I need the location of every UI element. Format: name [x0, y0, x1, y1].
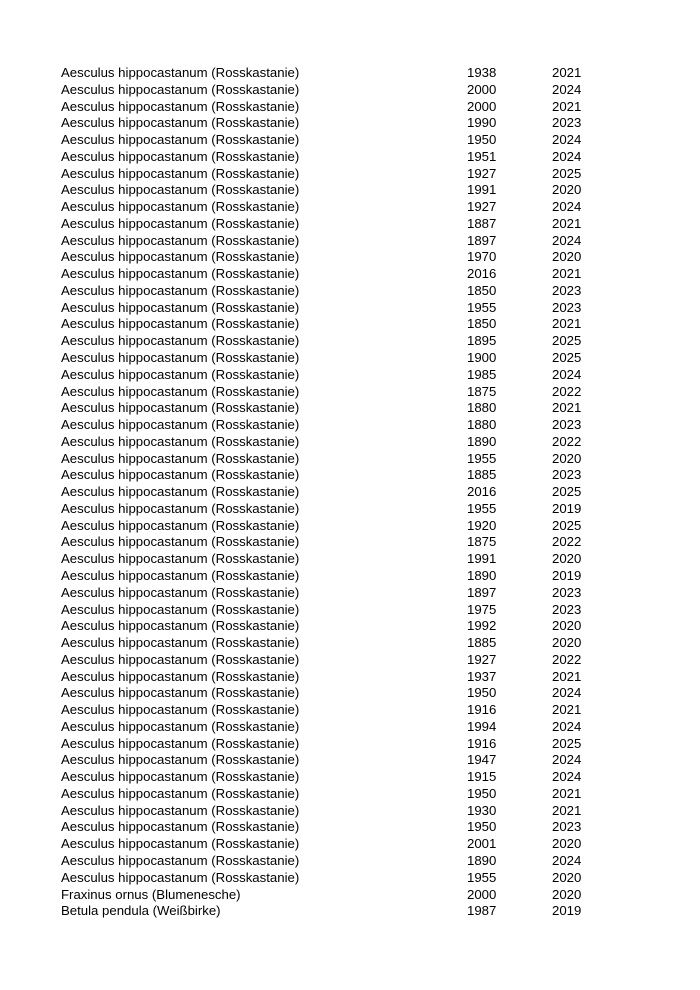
- species-cell: Aesculus hippocastanum (Rosskastanie): [61, 702, 300, 718]
- planted-year-cell: 2001: [467, 836, 497, 852]
- table-row: [61, 350, 621, 367]
- table-row: [61, 736, 621, 753]
- inspection-year-cell: 2021: [552, 65, 582, 80]
- species-cell: Aesculus hippocastanum (Rosskastanie): [61, 81, 300, 97]
- planted-year-cell: 1885: [467, 467, 497, 483]
- planted-year-cell: 1950: [467, 132, 497, 148]
- planted-year-cell: 2000: [467, 98, 497, 114]
- table-row: [61, 870, 621, 887]
- inspection-year-cell: 2021: [552, 400, 582, 416]
- inspection-year-cell: 2024: [552, 718, 582, 734]
- inspection-year-cell: 2021: [552, 702, 582, 718]
- species-cell: Aesculus hippocastanum (Rosskastanie): [61, 668, 300, 684]
- planted-year-cell: 1985: [467, 366, 497, 382]
- species-cell: Aesculus hippocastanum (Rosskastanie): [61, 735, 300, 751]
- table-row: [61, 417, 621, 434]
- planted-year-cell: 1947: [467, 752, 497, 768]
- table-row: [61, 803, 621, 820]
- species-cell: Aesculus hippocastanum (Rosskastanie): [61, 752, 300, 768]
- planted-year-cell: 1927: [467, 651, 497, 667]
- table-row: [61, 501, 621, 518]
- inspection-year-cell: 2020: [552, 618, 582, 634]
- inspection-year-cell: 2023: [552, 819, 582, 835]
- table-row: [61, 283, 621, 300]
- table-row: [61, 585, 621, 602]
- species-cell: Aesculus hippocastanum (Rosskastanie): [61, 467, 300, 483]
- table-row: [61, 384, 621, 401]
- species-cell: Aesculus hippocastanum (Rosskastanie): [61, 232, 300, 248]
- table-row: [61, 652, 621, 669]
- species-cell: Aesculus hippocastanum (Rosskastanie): [61, 785, 300, 801]
- table-row: [61, 719, 621, 736]
- species-cell: Aesculus hippocastanum (Rosskastanie): [61, 266, 300, 282]
- species-cell: Aesculus hippocastanum (Rosskastanie): [61, 685, 300, 701]
- table-row: [61, 216, 621, 233]
- inspection-year-cell: 2023: [552, 467, 582, 483]
- table-row: [61, 618, 621, 635]
- species-cell: Aesculus hippocastanum (Rosskastanie): [61, 98, 300, 114]
- species-cell: Fraxinus ornus (Blumenesche): [61, 886, 241, 902]
- inspection-year-cell: 2025: [552, 517, 582, 533]
- table-row: [61, 316, 621, 333]
- planted-year-cell: 1887: [467, 215, 497, 231]
- species-cell: Aesculus hippocastanum (Rosskastanie): [61, 165, 300, 181]
- table-row: [61, 635, 621, 652]
- inspection-year-cell: 2024: [552, 232, 582, 248]
- species-cell: Betula pendula (Weißbirke): [61, 903, 221, 919]
- inspection-year-cell: 2022: [552, 433, 582, 449]
- planted-year-cell: 1916: [467, 735, 497, 751]
- table-row: [61, 685, 621, 702]
- inspection-year-cell: 2019: [552, 903, 582, 919]
- inspection-year-cell: 2020: [552, 869, 582, 885]
- species-cell: Aesculus hippocastanum (Rosskastanie): [61, 350, 300, 366]
- inspection-year-cell: 2022: [552, 651, 582, 667]
- planted-year-cell: 1897: [467, 584, 497, 600]
- species-cell: Aesculus hippocastanum (Rosskastanie): [61, 551, 300, 567]
- species-cell: Aesculus hippocastanum (Rosskastanie): [61, 567, 300, 583]
- species-cell: Aesculus hippocastanum (Rosskastanie): [61, 182, 300, 198]
- table-row: [61, 819, 621, 836]
- planted-year-cell: 1915: [467, 769, 497, 785]
- species-cell: Aesculus hippocastanum (Rosskastanie): [61, 433, 300, 449]
- table-row: [61, 400, 621, 417]
- species-cell: Aesculus hippocastanum (Rosskastanie): [61, 400, 300, 416]
- table-row: [61, 602, 621, 619]
- planted-year-cell: 1994: [467, 718, 497, 734]
- table-row: [61, 669, 621, 686]
- table-row: [61, 266, 621, 283]
- inspection-year-cell: 2024: [552, 366, 582, 382]
- inspection-year-cell: 2024: [552, 81, 582, 97]
- planted-year-cell: 1991: [467, 551, 497, 567]
- inspection-year-cell: 2021: [552, 668, 582, 684]
- table-row: [61, 551, 621, 568]
- inspection-year-cell: 2024: [552, 148, 582, 164]
- species-cell: Aesculus hippocastanum (Rosskastanie): [61, 132, 300, 148]
- inspection-year-cell: 2025: [552, 350, 582, 366]
- planted-year-cell: 1920: [467, 517, 497, 533]
- planted-year-cell: 1991: [467, 182, 497, 198]
- species-cell: Aesculus hippocastanum (Rosskastanie): [61, 484, 300, 500]
- table-row: [61, 752, 621, 769]
- table-row: [61, 249, 621, 266]
- tree-table: [61, 65, 621, 920]
- planted-year-cell: 1850: [467, 316, 497, 332]
- planted-year-cell: 1950: [467, 685, 497, 701]
- planted-year-cell: 1927: [467, 165, 497, 181]
- inspection-year-cell: 2023: [552, 282, 582, 298]
- inspection-year-cell: 2025: [552, 165, 582, 181]
- inspection-year-cell: 2020: [552, 886, 582, 902]
- inspection-year-cell: 2024: [552, 852, 582, 868]
- table-row: [61, 199, 621, 216]
- table-row: [61, 853, 621, 870]
- species-cell: Aesculus hippocastanum (Rosskastanie): [61, 148, 300, 164]
- inspection-year-cell: 2023: [552, 115, 582, 131]
- species-cell: Aesculus hippocastanum (Rosskastanie): [61, 802, 300, 818]
- table-row: [61, 451, 621, 468]
- planted-year-cell: 1955: [467, 450, 497, 466]
- table-row: [61, 166, 621, 183]
- planted-year-cell: 1955: [467, 299, 497, 315]
- inspection-year-cell: 2021: [552, 802, 582, 818]
- planted-year-cell: 2016: [467, 266, 497, 282]
- species-cell: Aesculus hippocastanum (Rosskastanie): [61, 584, 300, 600]
- table-row: [61, 887, 621, 904]
- planted-year-cell: 1850: [467, 282, 497, 298]
- planted-year-cell: 1890: [467, 433, 497, 449]
- species-cell: Aesculus hippocastanum (Rosskastanie): [61, 852, 300, 868]
- species-cell: Aesculus hippocastanum (Rosskastanie): [61, 115, 300, 131]
- inspection-year-cell: 2022: [552, 534, 582, 550]
- table-row: [61, 702, 621, 719]
- planted-year-cell: 2000: [467, 81, 497, 97]
- planted-year-cell: 1950: [467, 819, 497, 835]
- table-row: [61, 300, 621, 317]
- species-cell: Aesculus hippocastanum (Rosskastanie): [61, 651, 300, 667]
- inspection-year-cell: 2023: [552, 584, 582, 600]
- species-cell: Aesculus hippocastanum (Rosskastanie): [61, 215, 300, 231]
- planted-year-cell: 1951: [467, 148, 497, 164]
- table-row: [61, 769, 621, 786]
- table-row: [61, 434, 621, 451]
- planted-year-cell: 1955: [467, 869, 497, 885]
- inspection-year-cell: 2020: [552, 635, 582, 651]
- table-row: [61, 518, 621, 535]
- planted-year-cell: 1885: [467, 635, 497, 651]
- inspection-year-cell: 2021: [552, 785, 582, 801]
- table-row: [61, 367, 621, 384]
- inspection-year-cell: 2024: [552, 769, 582, 785]
- inspection-year-cell: 2023: [552, 299, 582, 315]
- table-row: [61, 132, 621, 149]
- inspection-year-cell: 2024: [552, 132, 582, 148]
- planted-year-cell: 1880: [467, 417, 497, 433]
- planted-year-cell: 1927: [467, 199, 497, 215]
- planted-year-cell: 1987: [467, 903, 497, 919]
- species-cell: Aesculus hippocastanum (Rosskastanie): [61, 249, 300, 265]
- species-cell: Aesculus hippocastanum (Rosskastanie): [61, 534, 300, 550]
- planted-year-cell: 1897: [467, 232, 497, 248]
- inspection-year-cell: 2024: [552, 752, 582, 768]
- table-row: [61, 99, 621, 116]
- species-cell: Aesculus hippocastanum (Rosskastanie): [61, 383, 300, 399]
- table-row: [61, 467, 621, 484]
- planted-year-cell: 1975: [467, 601, 497, 617]
- planted-year-cell: 1875: [467, 534, 497, 550]
- table-row: [61, 786, 621, 803]
- species-cell: Aesculus hippocastanum (Rosskastanie): [61, 299, 300, 315]
- species-cell: Aesculus hippocastanum (Rosskastanie): [61, 769, 300, 785]
- table-row: [61, 484, 621, 501]
- planted-year-cell: 1970: [467, 249, 497, 265]
- inspection-year-cell: 2021: [552, 316, 582, 332]
- species-cell: Aesculus hippocastanum (Rosskastanie): [61, 450, 300, 466]
- species-cell: Aesculus hippocastanum (Rosskastanie): [61, 601, 300, 617]
- species-cell: Aesculus hippocastanum (Rosskastanie): [61, 718, 300, 734]
- species-cell: Aesculus hippocastanum (Rosskastanie): [61, 65, 300, 80]
- planted-year-cell: 2016: [467, 484, 497, 500]
- inspection-year-cell: 2020: [552, 249, 582, 265]
- species-cell: Aesculus hippocastanum (Rosskastanie): [61, 836, 300, 852]
- inspection-year-cell: 2020: [552, 551, 582, 567]
- species-cell: Aesculus hippocastanum (Rosskastanie): [61, 282, 300, 298]
- species-cell: Aesculus hippocastanum (Rosskastanie): [61, 819, 300, 835]
- table-row: [61, 149, 621, 166]
- planted-year-cell: 1875: [467, 383, 497, 399]
- inspection-year-cell: 2020: [552, 182, 582, 198]
- species-cell: Aesculus hippocastanum (Rosskastanie): [61, 199, 300, 215]
- planted-year-cell: 1990: [467, 115, 497, 131]
- planted-year-cell: 1880: [467, 400, 497, 416]
- inspection-year-cell: 2022: [552, 383, 582, 399]
- planted-year-cell: 1950: [467, 785, 497, 801]
- table-row: [61, 82, 621, 99]
- planted-year-cell: 2000: [467, 886, 497, 902]
- inspection-year-cell: 2019: [552, 500, 582, 516]
- planted-year-cell: 1900: [467, 350, 497, 366]
- table-row: [61, 903, 621, 920]
- inspection-year-cell: 2025: [552, 333, 582, 349]
- species-cell: Aesculus hippocastanum (Rosskastanie): [61, 618, 300, 634]
- inspection-year-cell: 2021: [552, 266, 582, 282]
- planted-year-cell: 1895: [467, 333, 497, 349]
- table-row: [61, 182, 621, 199]
- table-row: [61, 65, 621, 82]
- inspection-year-cell: 2025: [552, 735, 582, 751]
- inspection-year-cell: 2024: [552, 199, 582, 215]
- species-cell: Aesculus hippocastanum (Rosskastanie): [61, 316, 300, 332]
- inspection-year-cell: 2019: [552, 567, 582, 583]
- species-cell: Aesculus hippocastanum (Rosskastanie): [61, 366, 300, 382]
- planted-year-cell: 1916: [467, 702, 497, 718]
- inspection-year-cell: 2023: [552, 417, 582, 433]
- inspection-year-cell: 2023: [552, 601, 582, 617]
- table-row: [61, 333, 621, 350]
- planted-year-cell: 1937: [467, 668, 497, 684]
- inspection-year-cell: 2020: [552, 836, 582, 852]
- inspection-year-cell: 2024: [552, 685, 582, 701]
- inspection-year-cell: 2021: [552, 98, 582, 114]
- inspection-year-cell: 2020: [552, 450, 582, 466]
- table-row: [61, 233, 621, 250]
- planted-year-cell: 1992: [467, 618, 497, 634]
- planted-year-cell: 1890: [467, 567, 497, 583]
- species-cell: Aesculus hippocastanum (Rosskastanie): [61, 517, 300, 533]
- planted-year-cell: 1930: [467, 802, 497, 818]
- planted-year-cell: 1955: [467, 500, 497, 516]
- planted-year-cell: 1938: [467, 65, 497, 80]
- species-cell: Aesculus hippocastanum (Rosskastanie): [61, 333, 300, 349]
- species-cell: Aesculus hippocastanum (Rosskastanie): [61, 500, 300, 516]
- species-cell: Aesculus hippocastanum (Rosskastanie): [61, 417, 300, 433]
- planted-year-cell: 1890: [467, 852, 497, 868]
- inspection-year-cell: 2021: [552, 215, 582, 231]
- table-row: [61, 836, 621, 853]
- table-row: [61, 568, 621, 585]
- table-row: [61, 115, 621, 132]
- inspection-year-cell: 2025: [552, 484, 582, 500]
- species-cell: Aesculus hippocastanum (Rosskastanie): [61, 869, 300, 885]
- species-cell: Aesculus hippocastanum (Rosskastanie): [61, 635, 300, 651]
- table-row: [61, 534, 621, 551]
